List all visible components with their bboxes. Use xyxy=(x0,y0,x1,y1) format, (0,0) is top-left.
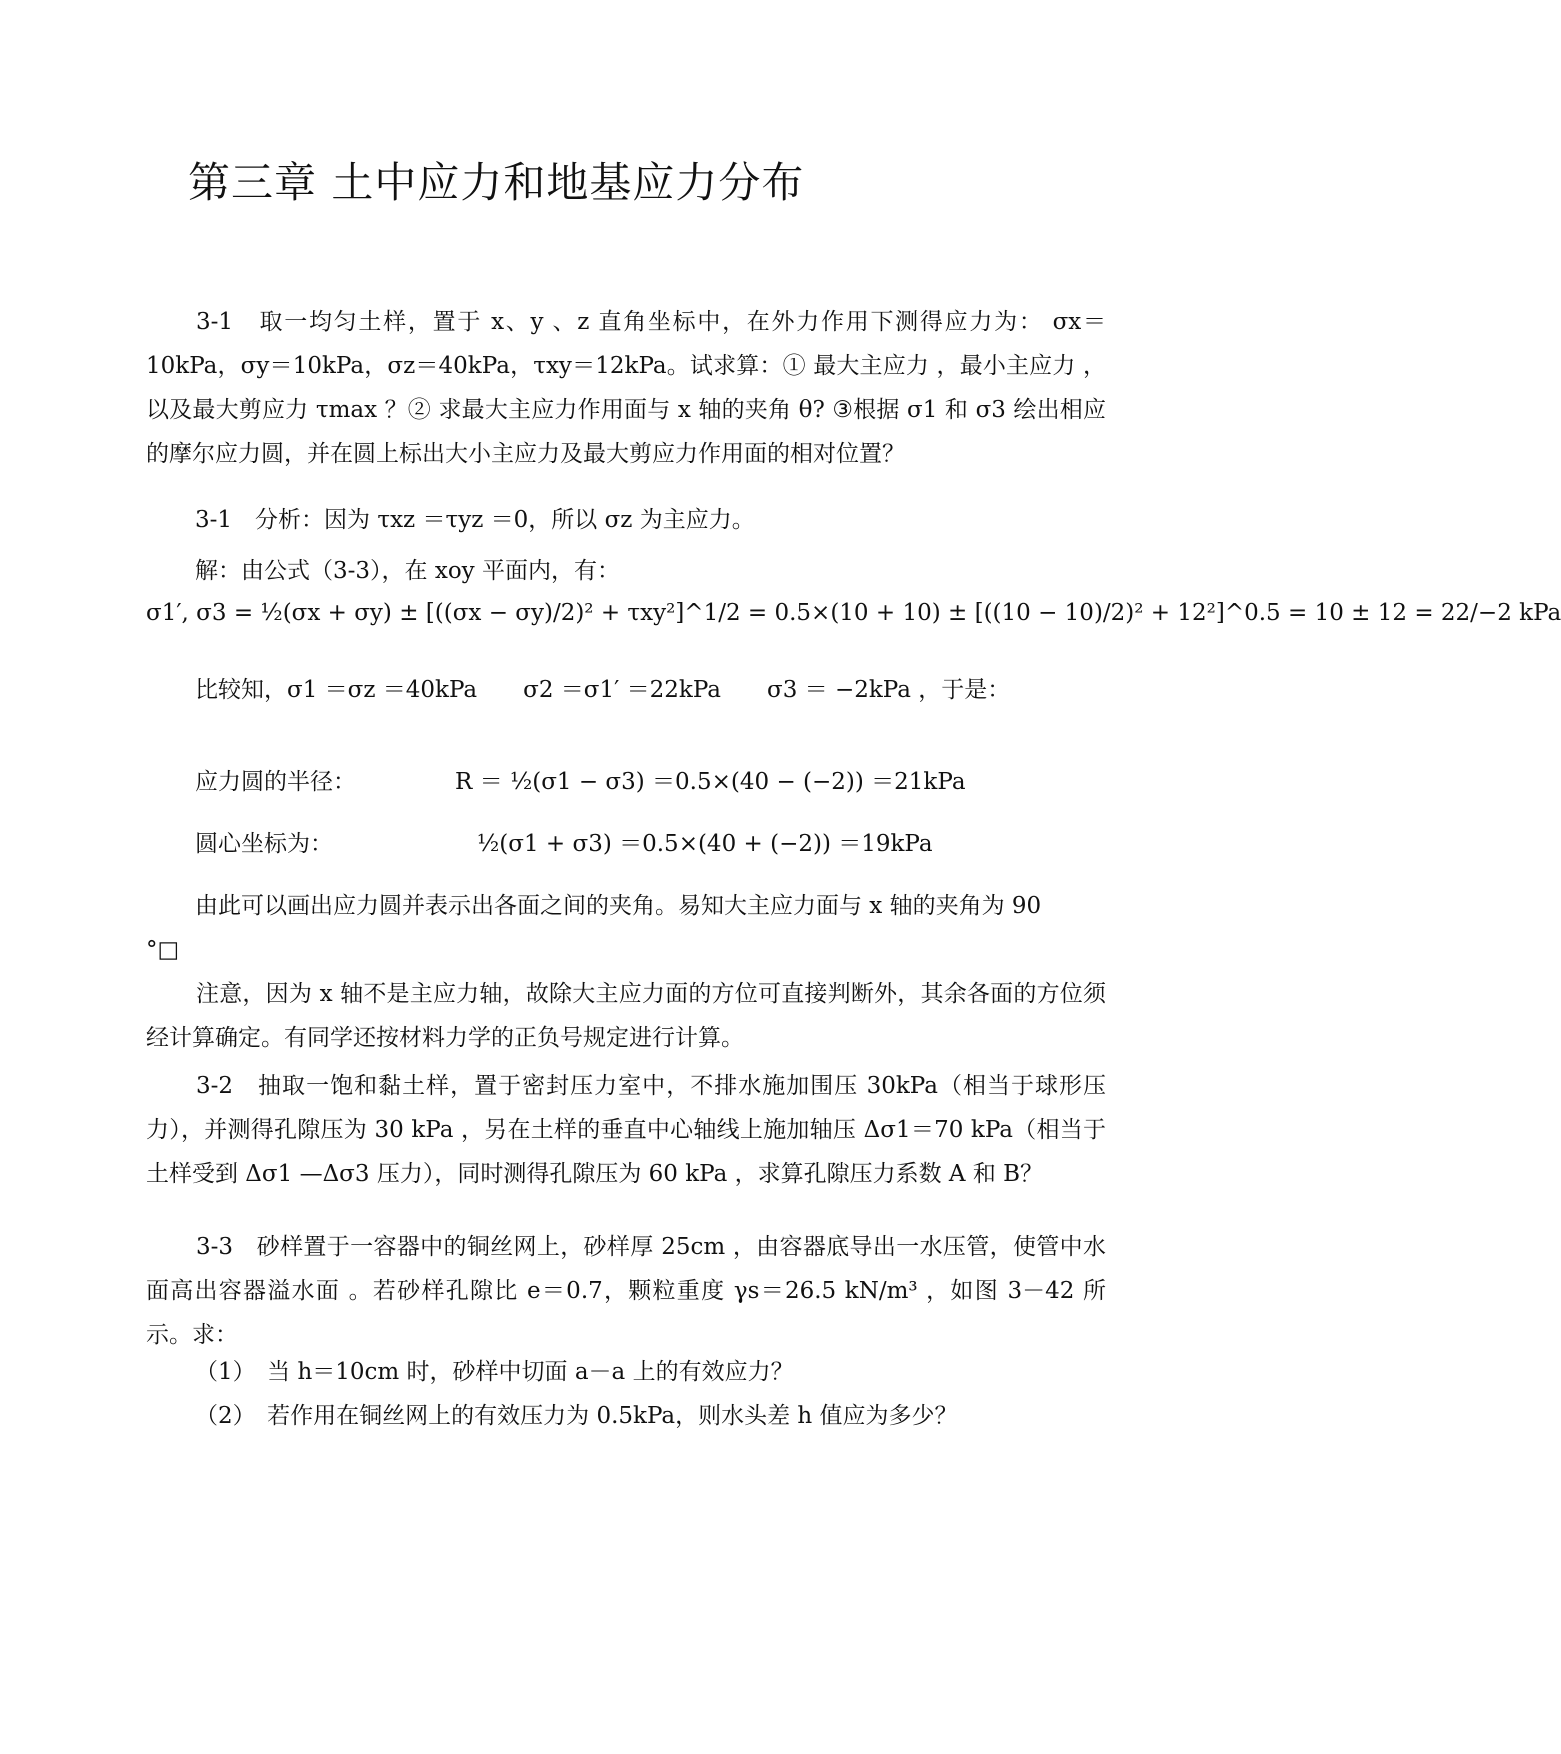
comparison-line: 比较知，σ1 ＝σz ＝40kPa σ2 ＝σ1′ ＝22kPa σ3 ＝ −2kPa ，于是： xyxy=(195,677,1011,703)
chapter-title: 第三章 土中应力和地基应力分布 xyxy=(188,158,805,207)
solution-intro: 解：由公式（3-3），在 xoy 平面内，有： xyxy=(195,558,620,584)
question-3-2: 3-2 抽取一饱和黏土样，置于密封压力室中，不排水施加围压 30kPa（相当于球形压力），并测得孔隙压为 30 kPa ，另在土样的垂直中心轴线上施加轴压 Δσ1＝70 kPa（相当于土样受到 Δσ1 —Δσ3 压力），同时测得孔隙压为 60 kPa ，求算孔隙压力系数 A 和 B？ xyxy=(146,1073,1106,1187)
question-3-1: 3-1 取一均匀土样，置于 x、y 、z 直角坐标中，在外力作用下测得应力为： σx＝10kPa，σy＝10kPa，σz＝40kPa，τxy＝12kPa。试求算：① 最大主应力 ，最小主应力 ，以及最大剪应力 τmax ？② 求最大主应力作用面与 x 轴的夹角 θ? ③根据 σ1 和 σ3 绘出相应的摩尔应力圆，并在圆上标出大小主应力及最大剪应力作用面的相对位置？ xyxy=(146,309,1106,467)
center-label: 圆心坐标为： xyxy=(195,831,333,857)
radius-formula: R ＝ ½(σ1 − σ3) ＝0.5×(40 − (−2)) ＝21kPa xyxy=(455,769,966,795)
answer-paragraph-1-end: °□ xyxy=(146,937,180,963)
center-formula: ½(σ1 + σ3) ＝0.5×(40 + (−2)) ＝19kPa xyxy=(477,831,933,857)
radius-label: 应力圆的半径： xyxy=(195,769,356,795)
answer-paragraph-1: 由此可以画出应力圆并表示出各面之间的夹角。易知大主应力面与 x 轴的夹角为 90 xyxy=(195,893,1042,919)
analysis-3-1: 3-1 分析：因为 τxz ＝τyz ＝0，所以 σz 为主应力。 xyxy=(195,507,755,533)
question-3-3: 3-3 砂样置于一容器中的铜丝网上，砂样厚 25cm ，由容器底导出一水压管，使管中水面高出容器溢水面 。若砂样孔隙比 e＝0.7，颗粒重度 γs＝26.5 kN/m³ ，如图 3－42 所示。求： xyxy=(146,1234,1106,1348)
question-3-3-sub-2: （2） 若作用在铜丝网上的有效压力为 0.5kPa，则水头差 h 值应为多少？ xyxy=(195,1403,958,1429)
principal-stress-formula: σ1′, σ3 = ½(σx + σy) ± [((σx − σy)/2)² + τxy²]^1/2 = 0.5×(10 + 10) ± [((10 − 10)/2)² + 12²]^0.5 = 10 ± 12 = 22/−2 kPa xyxy=(146,600,1561,626)
question-3-3-sub-1: （1） 当 h＝10cm 时，砂样中切面 a－a 上的有效应力？ xyxy=(195,1359,794,1385)
answer-paragraph-2: 注意，因为 x 轴不是主应力轴，故除大主应力面的方位可直接判断外，其余各面的方位须经计算确定。有同学还按材料力学的正负号规定进行计算。 xyxy=(146,981,1106,1051)
